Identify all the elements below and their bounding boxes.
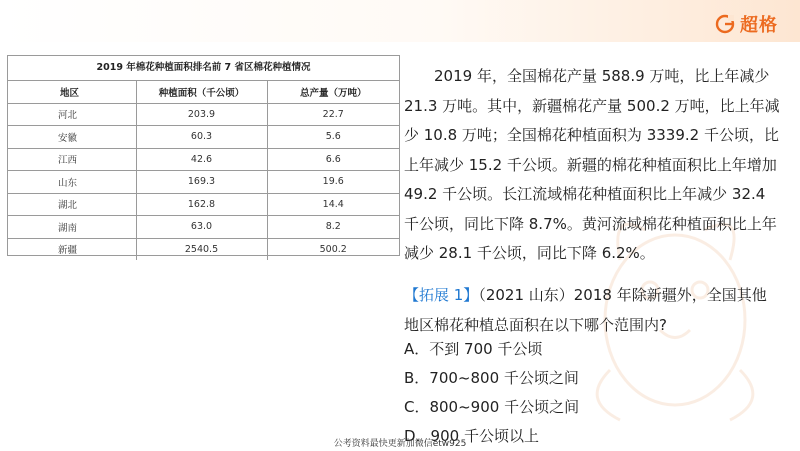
cell-output: 8.2 (267, 216, 399, 239)
cell-output: 500.2 (267, 238, 399, 260)
question-tag: 【拓展 1】 (404, 286, 479, 304)
brand-logo (715, 13, 778, 35)
question-line-2: 地区棉花种植总面积在以下哪个范围内? (404, 316, 667, 334)
table-row (8, 148, 399, 171)
cell-area: 2540.5 (136, 238, 267, 260)
cotton-table (7, 55, 400, 256)
question-line-1 (404, 280, 784, 310)
header-area: 种植面积（千公顷） (136, 81, 267, 104)
option-b[interactable]: B．700~800 千公顷之间 (404, 369, 579, 387)
cell-output: 5.6 (267, 126, 399, 149)
cell-area: 162.8 (136, 193, 267, 216)
cell-area: 169.3 (136, 171, 267, 194)
cell-region: 湖南 (8, 216, 136, 239)
cell-output: 19.6 (267, 171, 399, 194)
table-row (8, 238, 399, 260)
table-title: 2019 年棉花种植面积排名前 7 省区棉花种植情况 (96, 62, 311, 73)
cell-region: 安徽 (8, 126, 136, 149)
table-row (8, 171, 399, 194)
cell-area: 42.6 (136, 148, 267, 171)
cell-output: 22.7 (267, 103, 399, 126)
top-bar (0, 0, 800, 42)
option-d[interactable]: D．900 千公顷以上 (404, 427, 539, 445)
brand-g-logo-icon (715, 14, 735, 34)
cell-output: 6.6 (267, 148, 399, 171)
table-row (8, 216, 399, 239)
cell-area: 60.3 (136, 126, 267, 149)
cell-output: 14.4 (267, 193, 399, 216)
option-c[interactable]: C．800~900 千公顷之间 (404, 398, 580, 416)
option-a[interactable]: A．不到 700 千公顷 (404, 340, 543, 358)
answer-options (404, 335, 784, 451)
table-row (8, 103, 399, 126)
cell-region: 江西 (8, 148, 136, 171)
cell-region: 河北 (8, 103, 136, 126)
table-header-row (8, 81, 399, 104)
cell-region: 湖北 (8, 193, 136, 216)
cell-area: 203.9 (136, 103, 267, 126)
header-region: 地区 (8, 81, 136, 104)
header-output: 总产量（万吨） (267, 81, 399, 104)
material-paragraph: 2019 年，全国棉花产量 588.9 万吨，比上年减少 21.3 万吨。其中，新疆棉花产量 500.2 万吨，比上年减少 10.8 万吨；全国棉花种植面积为 3339.2 千公顷，比上年减少 15.2 千公顷。新疆的棉花种植面积比上年增加 49.2 千公顷。长江流域棉花种植面积比上年减少 32.4 千公顷，同比下降 8.7%。黄河流域棉花种植面积比上年减少 28.1 千公顷，同比下降 6.2%。 (404, 67, 780, 262)
question-stem (404, 280, 784, 340)
data-table (8, 80, 399, 260)
cell-region: 山东 (8, 171, 136, 194)
cell-region: 新疆 (8, 238, 136, 260)
footer-watermark: 公考资料最快更新加微信etw925 (333, 439, 467, 449)
question-text-1: （2021 山东）2018 年除新疆外，全国其他 (478, 286, 767, 304)
table-row (8, 193, 399, 216)
cell-area: 63.0 (136, 216, 267, 239)
brand-name: 超格 (740, 15, 778, 36)
table-row (8, 126, 399, 149)
